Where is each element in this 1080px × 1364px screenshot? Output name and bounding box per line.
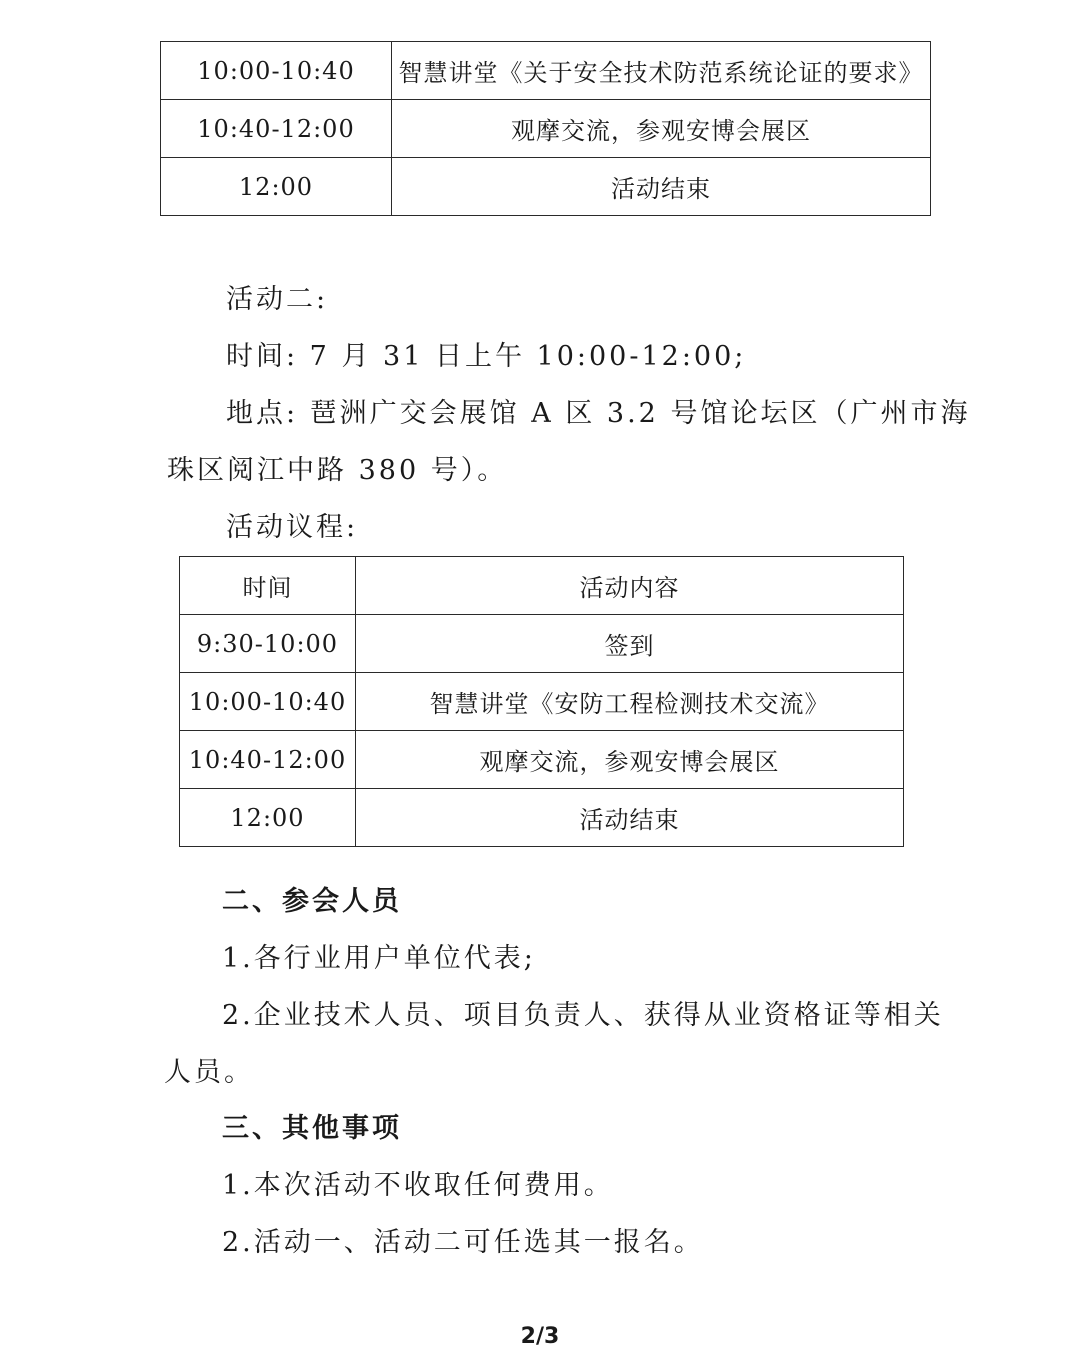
activity2-agenda-table — [179, 556, 904, 847]
time-cell: 12:00 — [180, 789, 356, 847]
content-cell: 智慧讲堂《关于安全技术防范系统论证的要求》 — [392, 42, 931, 100]
activity2-place-line2: 珠区阅江中路 380 号）。 — [167, 455, 508, 486]
time-cell: 10:00-10:40 — [161, 42, 392, 100]
section3-title: 三、其他事项 — [222, 1113, 402, 1144]
section3-item1: 1.本次活动不收取任何费用。 — [222, 1170, 614, 1201]
time-cell: 10:00-10:40 — [180, 673, 356, 731]
agenda-heading: 活动议程: — [226, 512, 359, 543]
table-row — [180, 673, 904, 731]
time-cell: 10:40-12:00 — [180, 731, 356, 789]
time-cell: 12:00 — [161, 158, 392, 216]
time-cell: 9:30-10:00 — [180, 615, 356, 673]
section2-item2-line2: 人员。 — [164, 1057, 254, 1088]
section2-item1: 1.各行业用户单位代表; — [222, 943, 536, 974]
content-cell: 观摩交流，参观安博会展区 — [392, 100, 931, 158]
table-row — [161, 158, 931, 216]
content-cell: 活动结束 — [356, 789, 904, 847]
content-cell: 签到 — [356, 615, 904, 673]
table-row — [180, 789, 904, 847]
activity2-time: 时间: 7 月 31 日上午 10:00-12:00; — [226, 341, 747, 372]
table-header-row — [180, 557, 904, 615]
header-time-cell: 时间 — [180, 557, 356, 615]
activity1-agenda-table — [160, 41, 931, 216]
table-row — [180, 615, 904, 673]
content-cell: 智慧讲堂《安防工程检测技术交流》 — [356, 673, 904, 731]
activity2-heading: 活动二: — [226, 284, 329, 315]
table-row — [180, 731, 904, 789]
time-cell: 10:40-12:00 — [161, 100, 392, 158]
content-cell: 观摩交流，参观安博会展区 — [356, 731, 904, 789]
activity2-place-line1: 地点: 琶洲广交会展馆 A 区 3.2 号馆论坛区（广州市海 — [226, 398, 971, 429]
section2-item2-line1: 2.企业技术人员、项目负责人、获得从业资格证等相关 — [222, 1000, 944, 1031]
section3-item2: 2.活动一、活动二可任选其一报名。 — [222, 1227, 704, 1258]
page-number: 2/3 — [520, 1324, 560, 1349]
header-content-cell: 活动内容 — [356, 557, 904, 615]
content-cell: 活动结束 — [392, 158, 931, 216]
table-row — [161, 100, 931, 158]
section2-title: 二、参会人员 — [222, 886, 402, 917]
table-row — [161, 42, 931, 100]
